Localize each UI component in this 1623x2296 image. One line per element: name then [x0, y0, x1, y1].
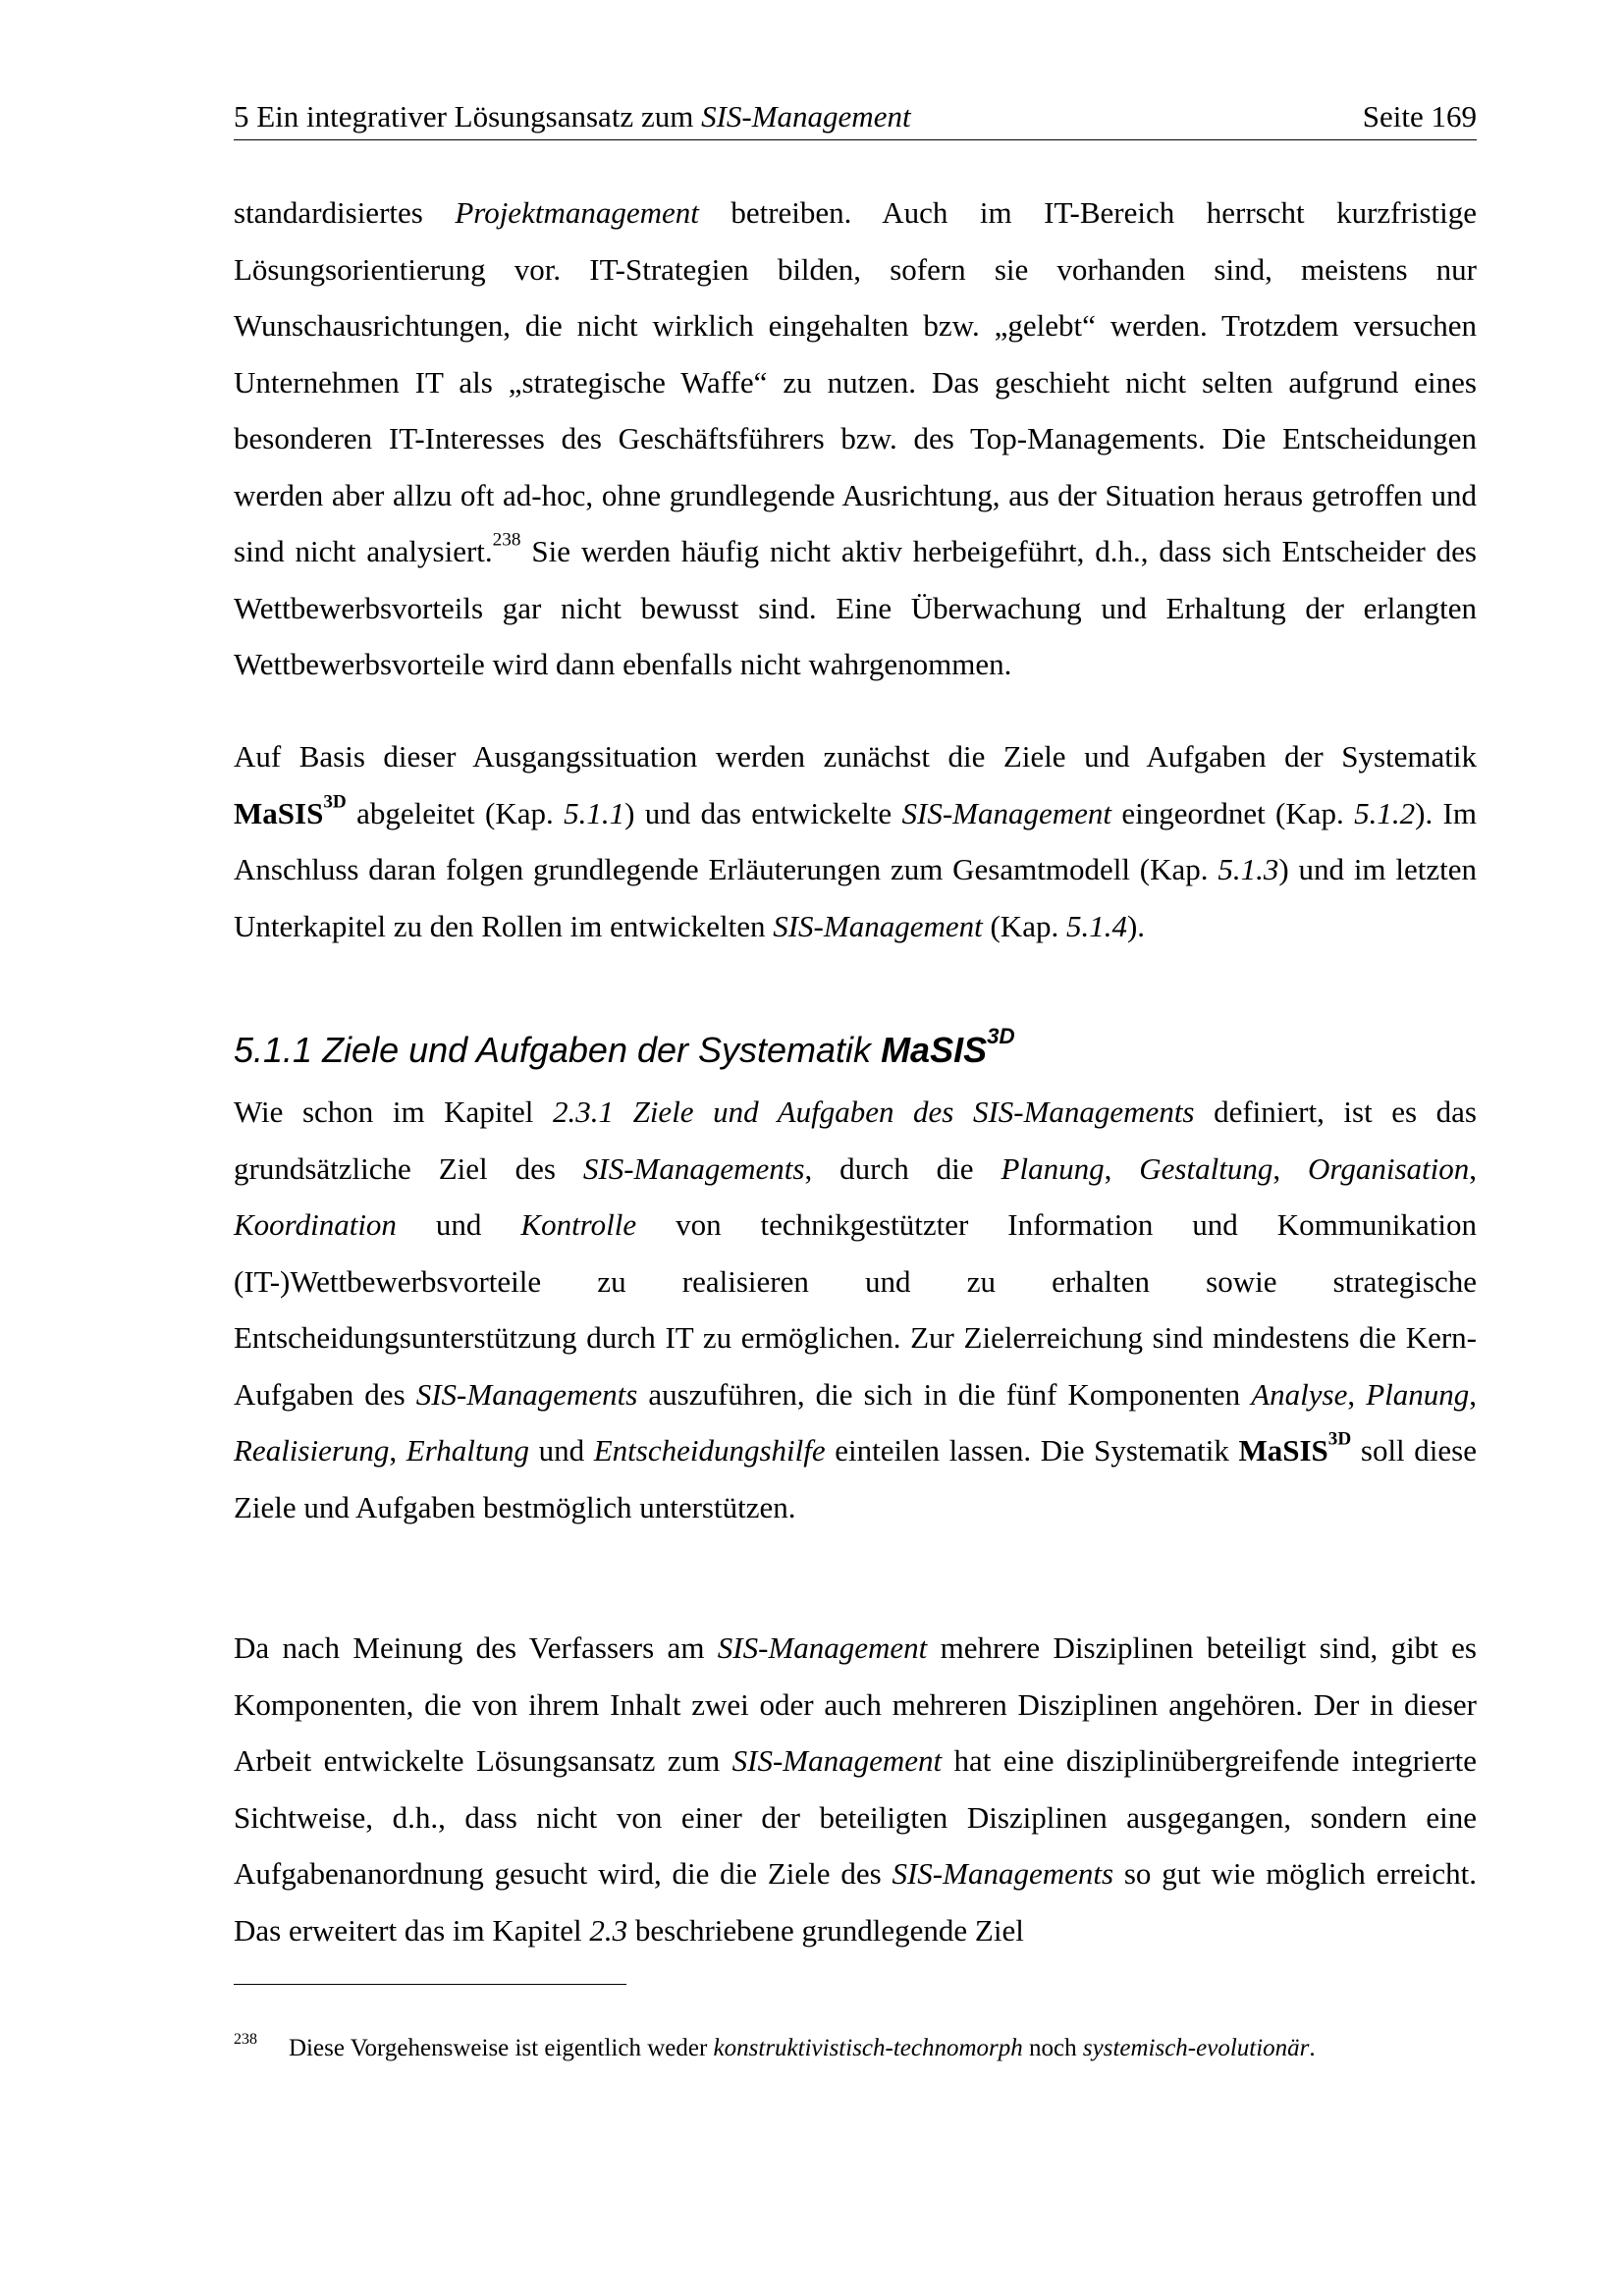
brand-masis: MaSIS$^{3D}$: [881, 1024, 1015, 1070]
paragraph-2: Auf Basis dieser Ausgangssituation werden zunächst die Ziele und Aufgaben der Systematik MaSIS$^{3D}$ abgeleitet (Kap. 5.1.1) und das entwickelte SIS-Management eingeordnet (Kap. 5.1.2). Im Anschluss daran folgen grundlegende Erläuterungen zum Gesamtmodell (Kap. 5.1.3) und im letzten Unterkapitel zu den Rollen im entwickelten SIS-Management (Kap. 5.1.4).: [234, 739, 1477, 943]
chapter-ref: 5.1.3: [1217, 852, 1279, 886]
running-title: 5 Ein integrativer Lösungsansatz zum SIS-Management: [234, 99, 911, 133]
chapter-ref: 5.1.4: [1065, 908, 1127, 943]
footnote-number: 238: [234, 2031, 257, 2048]
footnote-reference[interactable]: 238: [492, 529, 521, 551]
paragraph-3: Wie schon im Kapitel 2.3.1 Ziele und Aufgaben des SIS-Managements definiert, ist es das grundsätzliche Ziel des SIS-Managements, durch die Planung, Gestaltung, Organisation, Koordination und Kontrolle von technikgestützter Information und Kommunikation (IT-)Wettbewerbsvorteile zu realisieren und zu erhalten sowie strategische Entscheidungsunterstützung durch IT zu ermöglichen. Zur Zielerreichung sind mindestens die Kern-Aufgaben des SIS-Managements auszuführen, die sich in die fünf Komponenten Analyse, Planung, Realisierung, Erhaltung und Entscheidungshilfe einteilen lassen. Die Systematik MaSIS$^{3D}$ soll diese Ziele und Aufgaben bestmöglich unterstützen.: [234, 1095, 1477, 1524]
paragraph-4: Da nach Meinung des Verfassers am SIS-Management mehrere Disziplinen beteiligt sind, gibt es Komponenten, die von ihrem Inhalt zwei oder auch mehreren Disziplinen angehören. Der in dieser Arbeit entwickelte Lösungsansatz zum SIS-Management hat eine disziplinübergreifende integrierte Sichtweise, d.h., dass nicht von einer der beteiligten Disziplinen ausgegangen, sondern eine Aufgabenanordnung gesucht wird, die die Ziele des SIS-Managements so gut wie möglich erreicht. Das erweitert das im Kapitel 2.3 beschriebene grundlegende Ziel: [234, 1630, 1478, 1948]
brand-masis: MaSIS$^{3D}$: [1238, 1428, 1352, 1468]
footnote: $^{238}$ Diese Vorgehensweise ist eigentlich weder konstruktivistisch-technomorph noch systemisch-evolutionär.: [234, 2031, 1316, 2061]
paragraph-1: standardisiertes Projektmanagement betreiben. Auch im IT-Bereich herrscht kurzfristige Lösungsorientierung vor. IT-Strategien bilden, sofern sie vorhanden sind, meistens nur Wunschausrichtungen, die nicht wirklich eingehalten bzw. „gelebt“ werden. Trotzdem versuchen Unternehmen IT als „strategische Waffe“ zu nutzen. Das geschieht nicht selten aufgrund eines besonderen IT-Interesses des Geschäftsführers bzw. des Top-Managements. Die Entscheidungen werden aber allzu oft ad-hoc, ohne grundlegende Ausrichtung, aus der Situation heraus getroffen und sind nicht analysiert.$^{238}$ Sie werden häufig nicht aktiv herbeigeführt, d.h., dass sich Entscheider des Wettbewerbsvorteils gar nicht bewusst sind. Eine Überwachung und Erhaltung der erlangten Wettbewerbsvorteile wird dann ebenfalls nicht wahrgenommen.: [234, 195, 1477, 681]
section-heading: 5.1.1 Ziele und Aufgaben der Systematik MaSIS$^{3D}$: [234, 1024, 1015, 1070]
page-header: [234, 94, 1477, 140]
chapter-ref: 5.1.2: [1354, 795, 1416, 830]
chapter-ref: 5.1.1: [564, 795, 625, 830]
footnote-separator: [234, 1984, 626, 1985]
page-number: Seite 169: [1362, 99, 1477, 133]
brand-masis: MaSIS$^{3D}$: [234, 791, 347, 830]
